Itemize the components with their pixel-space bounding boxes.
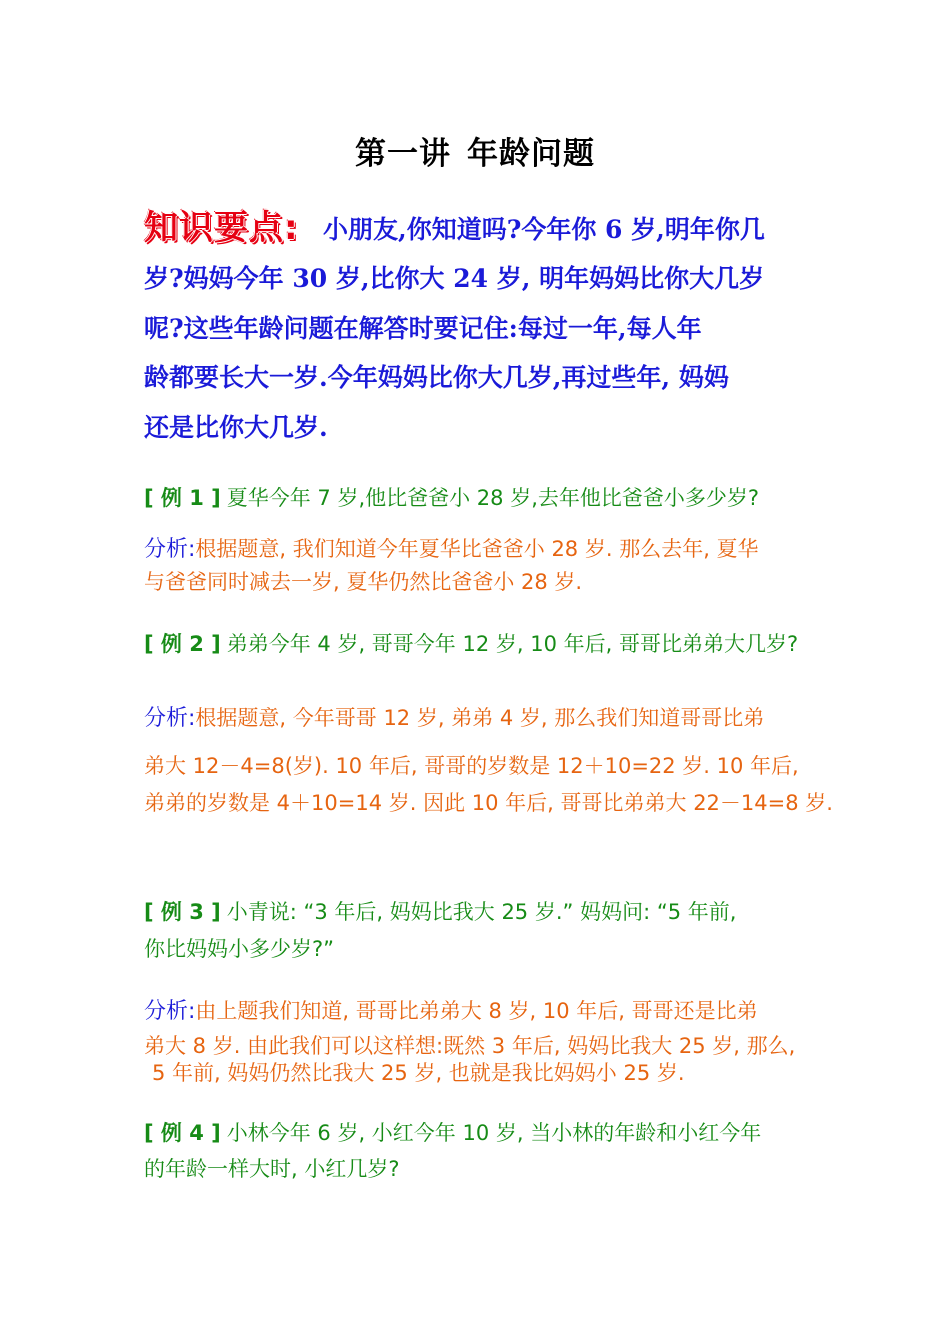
example-2-text: 弟弟今年 4 岁, 哥哥今年 12 岁, 10 年后, 哥哥比弟弟大几岁? <box>226 632 799 656</box>
knowledge-line-5: 还是比你大几岁. <box>144 413 328 442</box>
example-2-question <box>144 628 798 658</box>
example-4-label: [ 例 4 ] <box>144 1121 221 1145</box>
example-1-analysis-line-1 <box>144 532 759 563</box>
example-4-text-1: 小林今年 6 岁, 小红今年 10 岁, 当小林的年龄和小红今年 <box>226 1121 762 1145</box>
knowledge-line-1: 小朋友,你知道吗?今年你 6 岁,明年你几 <box>323 215 765 244</box>
example-3-text-1: 小青说: “3 年后, 妈妈比我大 25 岁.” 妈妈问: “5 年前, <box>226 900 737 924</box>
example-3-analysis-line-1 <box>144 994 758 1025</box>
analysis-3-label: 分析: <box>144 999 196 1024</box>
knowledge-line-2: 岁?妈妈今年 30 岁,比你大 24 岁, 明年妈妈比你大几岁 <box>144 264 765 293</box>
analysis-2-label: 分析: <box>144 706 196 731</box>
title-part-2: 年龄问题 <box>467 136 595 172</box>
example-1-question <box>144 482 759 512</box>
page-title <box>0 128 950 173</box>
analysis-3-text-1: 由上题我们知道, 哥哥比弟弟大 8 岁, 10 年后, 哥哥还是比弟 <box>195 999 758 1023</box>
example-1-analysis-line-2: 与爸爸同时减去一岁, 夏华仍然比爸爸小 28 岁. <box>144 570 583 594</box>
analysis-2-text-1: 根据题意, 今年哥哥 12 岁, 弟弟 4 岁, 那么我们知道哥哥比弟 <box>195 706 765 730</box>
example-4-question-line-1 <box>144 1117 761 1147</box>
example-1-text: 夏华今年 7 岁,他比爸爸小 28 岁,去年他比爸爸小多少岁? <box>226 486 760 510</box>
example-4-question-line-2: 的年龄一样大时, 小红几岁? <box>144 1157 400 1181</box>
example-3-question-line-1 <box>144 896 736 926</box>
example-2-analysis-line-3: 弟弟的岁数是 4＋10=14 岁. 因此 10 年后, 哥哥比弟弟大 22－14=8 岁. <box>144 791 833 815</box>
example-3-label: [ 例 3 ] <box>144 900 221 924</box>
knowledge-points-label: 知识要点: <box>144 208 299 248</box>
example-3-analysis-line-3: 5 年前, 妈妈仍然比我大 25 岁, 也就是我比妈妈小 25 岁. <box>152 1061 685 1085</box>
example-2-analysis-line-2: 弟大 12－4=8(岁). 10 年后, 哥哥的岁数是 12＋10=22 岁. 10 年后, <box>144 754 799 778</box>
example-2-analysis-line-1 <box>144 701 764 732</box>
example-2-label: [ 例 2 ] <box>144 632 221 656</box>
example-3-analysis-line-2: 弟大 8 岁. 由此我们可以这样想:既然 3 年后, 妈妈比我大 25 岁, 那么, <box>144 1034 796 1058</box>
knowledge-line-4: 龄都要长大一岁.今年妈妈比你大几岁,再过些年, 妈妈 <box>144 363 729 392</box>
example-3-question-line-2: 你比妈妈小多少岁?” <box>144 937 335 961</box>
knowledge-line-3: 呢?这些年龄问题在解答时要记住:每过一年,每人年 <box>144 314 702 343</box>
example-1-label: [ 例 1 ] <box>144 486 221 510</box>
analysis-1-text-1: 根据题意, 我们知道今年夏华比爸爸小 28 岁. 那么去年, 夏华 <box>195 537 759 561</box>
title-part-1: 第一讲 <box>355 136 451 172</box>
analysis-1-label: 分析: <box>144 537 196 562</box>
